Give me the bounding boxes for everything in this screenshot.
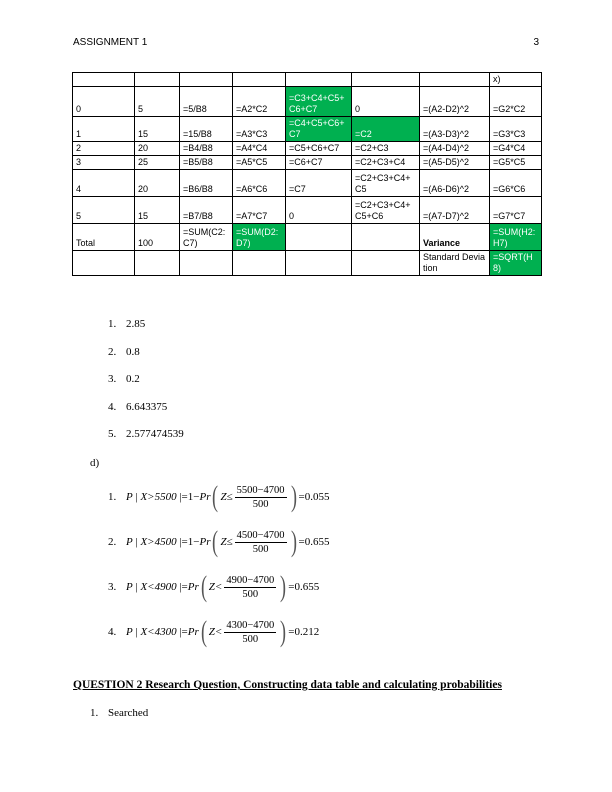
probability-item: 4. P | X<4300 | = Pr ( Z< $\frac{4300-4700}{500}$ ) =0.212 bbox=[108, 615, 320, 648]
table-cell: 100 bbox=[135, 224, 180, 251]
table-cell: =(A6-D6)^2 bbox=[420, 170, 490, 197]
table-cell: Total bbox=[73, 224, 135, 251]
table-cell: =A7*C7 bbox=[233, 197, 286, 224]
table-cell: 0 bbox=[286, 197, 352, 224]
table-cell bbox=[233, 251, 286, 276]
table-row bbox=[73, 156, 542, 170]
table-cell: =B5/B8 bbox=[180, 156, 233, 170]
table-cell: 1 bbox=[73, 117, 135, 142]
table-cell bbox=[352, 224, 420, 251]
probability-formula: P | X<4300 | = Pr ( Z< $\frac{4300-4700}{500}$ ) =0.212 bbox=[126, 615, 320, 648]
table-cell: =C2+C3 bbox=[352, 142, 420, 156]
question-2-list: 1. Searched bbox=[90, 707, 149, 719]
table-cell: =C2+C3+C4+C5+C6 bbox=[352, 197, 420, 224]
table-cell: =A5*C5 bbox=[233, 156, 286, 170]
list-item: 4. 6.643375 bbox=[108, 400, 168, 413]
table-cell bbox=[352, 73, 420, 87]
table-cell bbox=[286, 224, 352, 251]
table-cell: =B7/B8 bbox=[180, 197, 233, 224]
table-cell: =G3*C3 bbox=[490, 117, 542, 142]
table-cell bbox=[180, 73, 233, 87]
table-cell bbox=[286, 251, 352, 276]
table-cell bbox=[135, 251, 180, 276]
table-cell bbox=[73, 251, 135, 276]
table-cell: =(A4-D4)^2 bbox=[420, 142, 490, 156]
table-cell: =A2*C2 bbox=[233, 87, 286, 117]
table-cell: =C2+C3+C4+C5 bbox=[352, 170, 420, 197]
table-cell: =C7 bbox=[286, 170, 352, 197]
table-cell: Standard Deviation bbox=[420, 251, 490, 276]
table-row bbox=[73, 170, 542, 197]
table-cell: =C4+C5+C6+C7 bbox=[286, 117, 352, 142]
table-cell: =C6+C7 bbox=[286, 156, 352, 170]
page-number: 3 bbox=[533, 37, 539, 48]
table-row bbox=[73, 197, 542, 224]
table-cell: 25 bbox=[135, 156, 180, 170]
table-cell: 4 bbox=[73, 170, 135, 197]
table-cell: =B4/B8 bbox=[180, 142, 233, 156]
table-cell: =G5*C5 bbox=[490, 156, 542, 170]
table-cell: Variance bbox=[420, 224, 490, 251]
table-cell: =B6/B8 bbox=[180, 170, 233, 197]
list-item: 2. 0.8 bbox=[108, 345, 140, 358]
table-cell bbox=[180, 251, 233, 276]
table-cell bbox=[286, 73, 352, 87]
table-cell: =SUM(D2:D7) bbox=[233, 224, 286, 251]
table-row bbox=[73, 251, 542, 276]
table-row bbox=[73, 87, 542, 117]
table-row bbox=[73, 117, 542, 142]
table-cell: =A6*C6 bbox=[233, 170, 286, 197]
table-cell: 15 bbox=[135, 117, 180, 142]
table-cell: =(A7-D7)^2 bbox=[420, 197, 490, 224]
table-cell: =C2 bbox=[352, 117, 420, 142]
table-cell: =(A5-D5)^2 bbox=[420, 156, 490, 170]
table-cell bbox=[233, 73, 286, 87]
answers-list bbox=[108, 318, 184, 456]
probability-formula: P | X>5500 | =1− Pr ( Z≤ $\frac{5500-4700}{500}$ ) =0.055 bbox=[126, 480, 330, 513]
table-cell: =G4*C4 bbox=[490, 142, 542, 156]
spreadsheet-table bbox=[72, 72, 542, 276]
table-cell: 0 bbox=[73, 87, 135, 117]
table-row bbox=[73, 224, 542, 251]
table-cell: =SQRT(H8) bbox=[490, 251, 542, 276]
table-cell bbox=[135, 73, 180, 87]
table-row bbox=[73, 73, 542, 87]
list-item: 1. 2.85 bbox=[108, 318, 146, 330]
probability-item: 2. P | X>4500 | =1− Pr ( Z≤ $\frac{4500-4700}{500}$ ) =0.655 bbox=[108, 525, 330, 558]
table-cell: =SUM(C2:C7) bbox=[180, 224, 233, 251]
table-cell: 20 bbox=[135, 170, 180, 197]
table-cell: =(A2-D2)^2 bbox=[420, 87, 490, 117]
table-cell: 5 bbox=[73, 197, 135, 224]
table-cell: =A4*C4 bbox=[233, 142, 286, 156]
probability-formula: P | X<4900 | = Pr ( Z< $\frac{4900-4700}{500}$ ) =0.655 bbox=[126, 570, 320, 603]
table-cell: =C3+C4+C5+C6+C7 bbox=[286, 87, 352, 117]
table-cell: =SUM(H2:H7) bbox=[490, 224, 542, 251]
table-cell: =G7*C7 bbox=[490, 197, 542, 224]
table-cell: 3 bbox=[73, 156, 135, 170]
table-cell: 5 bbox=[135, 87, 180, 117]
list-item: 5. 2.577474539 bbox=[108, 428, 184, 440]
table-cell: 15 bbox=[135, 197, 180, 224]
table-cell: =5/B8 bbox=[180, 87, 233, 117]
table-cell: 2 bbox=[73, 142, 135, 156]
table-cell: =(A3-D3)^2 bbox=[420, 117, 490, 142]
table-cell: =G2*C2 bbox=[490, 87, 542, 117]
list-item: 3. 0.2 bbox=[108, 373, 140, 385]
question-2-heading: QUESTION 2 Research Question, Constructing data table and calculating probabilities bbox=[73, 679, 502, 691]
probability-item: 3. P | X<4900 | = Pr ( Z< $\frac{4900-4700}{500}$ ) =0.655 bbox=[108, 570, 320, 603]
table-cell: 20 bbox=[135, 142, 180, 156]
probability-item: 1. P | X>5500 | =1− Pr ( Z≤ $\frac{5500-4700}{500}$ ) =0.055 bbox=[108, 480, 330, 513]
table-cell: 0 bbox=[352, 87, 420, 117]
table-row bbox=[73, 142, 542, 156]
table-cell bbox=[420, 73, 490, 87]
header-title: ASSIGNMENT 1 bbox=[73, 37, 148, 48]
table-cell bbox=[73, 73, 135, 87]
table-cell: =C5+C6+C7 bbox=[286, 142, 352, 156]
table-cell: x) bbox=[490, 73, 542, 87]
section-d-label: d) bbox=[90, 457, 100, 469]
table-cell: =A3*C3 bbox=[233, 117, 286, 142]
table-cell: =C2+C3+C4 bbox=[352, 156, 420, 170]
probability-formula: P | X>4500 | =1− Pr ( Z≤ $\frac{4500-4700}{500}$ ) =0.655 bbox=[126, 525, 330, 558]
table-cell bbox=[352, 251, 420, 276]
table-cell: =G6*C6 bbox=[490, 170, 542, 197]
table-cell: =15/B8 bbox=[180, 117, 233, 142]
